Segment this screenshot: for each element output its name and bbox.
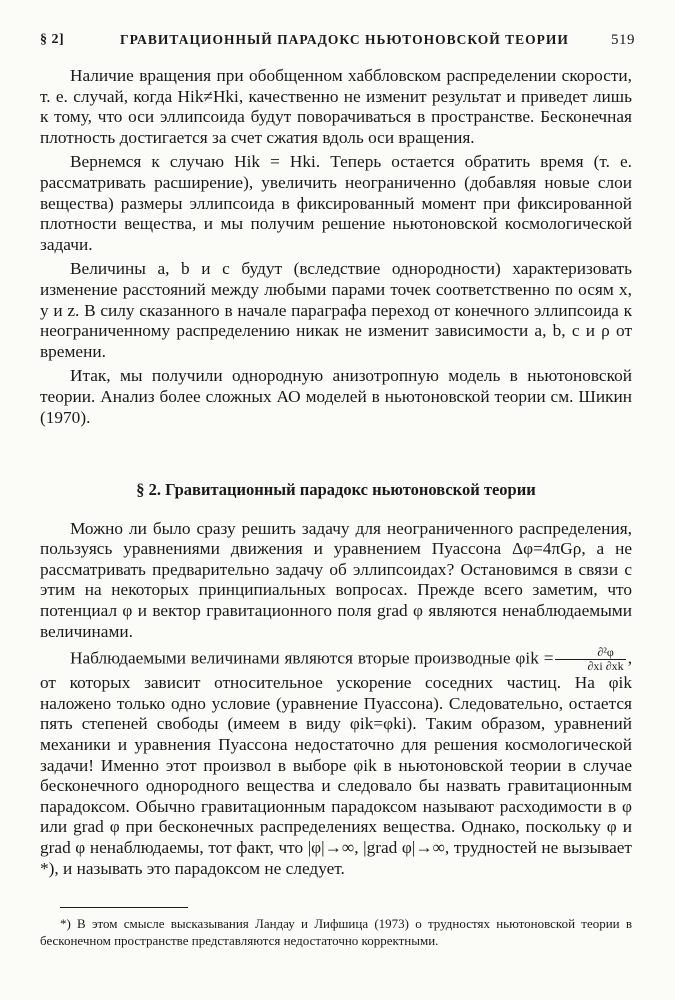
paragraph: Итак, мы получили однородную анизотропную модель в ньютоновской теории. Анализ более сложных АО моделей в ньютоновской теории см. Шикин (1970).: [40, 366, 632, 427]
footnote: [40, 915, 632, 949]
paragraph-text: Наблюдаемыми величинами являются вторые производные: [70, 648, 511, 668]
footnote-text: *) В этом смысле высказывания Ландау и Лифшица (1973) о трудностях ньютоновской теории в бесконечном пространстве представляются недостаточно корректными.: [40, 916, 632, 948]
running-head: [40, 30, 635, 54]
paragraph: Величины a, b и c будут (вследствие однородности) характеризовать изменение расстояний между любыми парами точек соответственно по осям x, y и z. В силу сказанного в начале параграфа переход от конечного эллипсоида к неограниченному распределению никак не изменит зависимости a, b, c и ρ от времени.: [40, 259, 632, 361]
formula-fraction: [555, 646, 625, 673]
paragraph: Вернемся к случаю Hik = Hki. Теперь остается обратить время (т. е. рассматривать расширение), увеличить неограниченно (добавляя новые слои вещества) размеры эллипсоида в фиксированный момент при фиксированной плотности вещества, и мы получим решение ньютоновской космологической задачи.: [40, 152, 632, 254]
paragraph: Наличие вращения при обобщенном хаббловском распределении скорости, т. е. случай, когда Hik≠Hki, качественно не изменит результат и приведет лишь к тому, что оси эллипсоида будут поворачиваться в пространстве. Бесконечная плотность достигается за счет сжатия вдоль оси вращения.: [40, 66, 632, 147]
formula-numerator: ∂²φ: [555, 646, 625, 660]
paragraph-text: , от которых зависит относительное ускорение соседних частиц. На φik наложено только одно условие (уравнение Пуассона). Следовательно, остается пять степеней свободы (имеем в виду φik=φki). Таким образом, уравнений механики и уравнения Пуассона недостаточно для решения космологической задачи! Именно этот произвол в выборе φik в ньютоновской теории в случае бесконечного однородного вещества и следовало бы назвать гравитационным парадоксом. Обычно гравитационным парадоксом называют расходимости в φ или grad φ при бесконечных распределениях вещества. Однако, поскольку φ и grad φ ненаблюдаемы, тот факт, что |φ|→∞, |grad φ|→∞, трудностей не вызывает *), и называть это парадоксом не следует.: [40, 648, 633, 878]
paragraph-with-formula: [40, 646, 632, 879]
header-section-marker: § 2]: [40, 32, 65, 47]
formula-denominator: ∂xi ∂xk: [587, 659, 624, 674]
header-title: ГРАВИТАЦИОННЫЙ ПАРАДОКС НЬЮТОНОВСКОЙ ТЕОРИИ: [120, 32, 569, 47]
paragraph: Можно ли было сразу решить задачу для неограниченного распределения, пользуясь уравнениями движения и уравнением Пуассона Δφ=4πGρ, а не рассматривать предварительно задачу об эллипсоидах? Остановимся в связи с этим на некоторых принципиальных вопросах. Прежде всего заметим, что потенциал φ и вектор гравитационного поля grad φ являются ненаблюдаемыми величинами.: [40, 518, 632, 641]
main-text: [40, 66, 632, 879]
page-number: 519: [611, 32, 635, 48]
footnote-divider: [60, 907, 188, 908]
section-heading: § 2. Гравитационный парадокс ньютоновской теории: [136, 480, 536, 500]
formula-lhs: φik =: [515, 648, 554, 668]
